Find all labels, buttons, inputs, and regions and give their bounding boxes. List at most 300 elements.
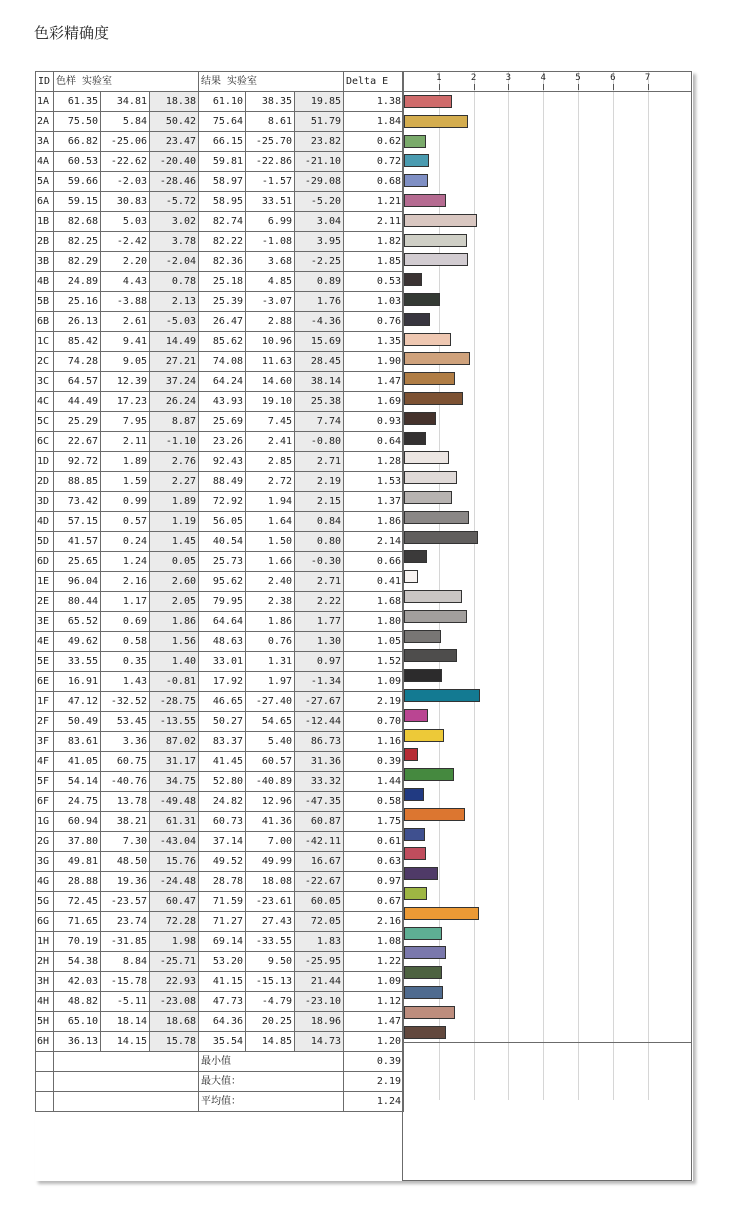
row-id: 3G: [36, 852, 54, 872]
row-id: 3H: [36, 972, 54, 992]
delta-e-bar: [404, 986, 443, 999]
row-id: 5H: [36, 1012, 54, 1032]
result-a: 54.65: [246, 712, 295, 732]
delta-e-value: 2.14: [344, 532, 404, 552]
result-b: 3.95: [295, 232, 344, 252]
delta-e-bar: [404, 451, 449, 464]
row-id: 4B: [36, 272, 54, 292]
result-a: 1.97: [246, 672, 295, 692]
table-row: [36, 312, 404, 332]
sample-l: 59.15: [54, 192, 101, 212]
delta-e-value: 1.22: [344, 952, 404, 972]
delta-e-value: 0.76: [344, 312, 404, 332]
delta-e-value: 0.68: [344, 172, 404, 192]
header-sample-lab: 色样 实验室: [54, 72, 199, 92]
sample-l: 71.65: [54, 912, 101, 932]
sample-b: 61.31: [150, 812, 199, 832]
sample-a: 30.83: [101, 192, 150, 212]
row-id: 3D: [36, 492, 54, 512]
sample-l: 80.44: [54, 592, 101, 612]
delta-e-bar: [404, 333, 451, 346]
delta-e-bar: [404, 649, 457, 662]
delta-e-value: 1.35: [344, 332, 404, 352]
table-row: [36, 412, 404, 432]
sample-b: 1.56: [150, 632, 199, 652]
sample-l: 59.66: [54, 172, 101, 192]
row-id: 6H: [36, 1032, 54, 1052]
row-id: 2A: [36, 112, 54, 132]
delta-e-value: 1.03: [344, 292, 404, 312]
result-a: 2.88: [246, 312, 295, 332]
summary-blank-cell: [54, 1092, 199, 1112]
result-a: 1.86: [246, 612, 295, 632]
table-row: [36, 352, 404, 372]
result-b: -25.95: [295, 952, 344, 972]
row-id: 1G: [36, 812, 54, 832]
sample-l: 24.75: [54, 792, 101, 812]
sample-a: -15.78: [101, 972, 150, 992]
result-b: 7.74: [295, 412, 344, 432]
sample-b: -2.04: [150, 252, 199, 272]
sample-b: -20.40: [150, 152, 199, 172]
result-a: -25.70: [246, 132, 295, 152]
table-row: [36, 952, 404, 972]
result-l: 64.64: [199, 612, 246, 632]
result-b: 2.22: [295, 592, 344, 612]
result-l: 25.39: [199, 292, 246, 312]
result-l: 25.69: [199, 412, 246, 432]
sample-l: 74.28: [54, 352, 101, 372]
row-id: 5B: [36, 292, 54, 312]
result-a: 1.94: [246, 492, 295, 512]
result-b: -1.34: [295, 672, 344, 692]
row-id: 2C: [36, 352, 54, 372]
tick-label: 4: [540, 73, 546, 83]
delta-e-bar: [404, 174, 428, 187]
summary-row: [36, 1092, 404, 1112]
result-a: 7.00: [246, 832, 295, 852]
delta-e-value: 2.19: [344, 692, 404, 712]
delta-e-bar: [404, 1026, 446, 1039]
sample-a: -3.88: [101, 292, 150, 312]
sample-b: 2.60: [150, 572, 199, 592]
result-a: 60.57: [246, 752, 295, 772]
table-row: [36, 112, 404, 132]
sample-b: 18.68: [150, 1012, 199, 1032]
sample-b: -49.48: [150, 792, 199, 812]
table-row: [36, 712, 404, 732]
delta-e-value: 0.67: [344, 892, 404, 912]
table-row: [36, 92, 404, 112]
sample-b: -25.71: [150, 952, 199, 972]
table-row: [36, 832, 404, 852]
result-b: 0.80: [295, 532, 344, 552]
delta-e-value: 0.72: [344, 152, 404, 172]
sample-b: 1.86: [150, 612, 199, 632]
result-a: 10.96: [246, 332, 295, 352]
result-l: 17.92: [199, 672, 246, 692]
sample-b: 1.98: [150, 932, 199, 952]
sample-a: 7.30: [101, 832, 150, 852]
delta-e-bar: [404, 471, 457, 484]
result-a: 1.50: [246, 532, 295, 552]
delta-e-bar: [404, 234, 467, 247]
result-l: 82.22: [199, 232, 246, 252]
row-id: 3A: [36, 132, 54, 152]
delta-e-bar: [404, 511, 469, 524]
table-row: [36, 912, 404, 932]
result-b: -27.67: [295, 692, 344, 712]
row-id: 4E: [36, 632, 54, 652]
sample-l: 57.15: [54, 512, 101, 532]
result-l: 25.18: [199, 272, 246, 292]
sample-l: 82.25: [54, 232, 101, 252]
delta-e-value: 0.97: [344, 872, 404, 892]
sample-a: 48.50: [101, 852, 150, 872]
delta-e-value: 2.11: [344, 212, 404, 232]
sample-b: -43.04: [150, 832, 199, 852]
result-a: 49.99: [246, 852, 295, 872]
sample-b: 15.78: [150, 1032, 199, 1052]
row-id: 5F: [36, 772, 54, 792]
delta-e-value: 0.39: [344, 752, 404, 772]
result-a: 2.72: [246, 472, 295, 492]
tick-mark: [578, 84, 579, 90]
delta-e-value: 1.38: [344, 92, 404, 112]
delta-e-bar: [404, 531, 478, 544]
result-a: -40.89: [246, 772, 295, 792]
result-a: 2.85: [246, 452, 295, 472]
sample-b: 0.78: [150, 272, 199, 292]
delta-e-value: 0.62: [344, 132, 404, 152]
table-row: [36, 652, 404, 672]
sample-a: 2.20: [101, 252, 150, 272]
sample-l: 54.14: [54, 772, 101, 792]
table-row: [36, 612, 404, 632]
result-b: 28.45: [295, 352, 344, 372]
row-id: 3F: [36, 732, 54, 752]
result-b: 0.89: [295, 272, 344, 292]
result-b: 18.96: [295, 1012, 344, 1032]
sample-l: 72.45: [54, 892, 101, 912]
result-l: 41.15: [199, 972, 246, 992]
delta-e-value: 2.16: [344, 912, 404, 932]
table-row: [36, 132, 404, 152]
result-b: 1.83: [295, 932, 344, 952]
delta-e-bar: [404, 154, 429, 167]
row-id: 1E: [36, 572, 54, 592]
delta-e-value: 1.47: [344, 1012, 404, 1032]
table-row: [36, 732, 404, 752]
result-b: 51.79: [295, 112, 344, 132]
table-row: [36, 392, 404, 412]
sample-a: 17.23: [101, 392, 150, 412]
sample-a: 23.74: [101, 912, 150, 932]
result-l: 43.93: [199, 392, 246, 412]
result-a: 14.60: [246, 372, 295, 392]
result-b: -47.35: [295, 792, 344, 812]
sample-a: 5.84: [101, 112, 150, 132]
result-a: 33.51: [246, 192, 295, 212]
result-a: 2.38: [246, 592, 295, 612]
sample-b: -28.46: [150, 172, 199, 192]
result-a: 18.08: [246, 872, 295, 892]
result-l: 26.47: [199, 312, 246, 332]
table-header-row: [36, 72, 404, 92]
result-b: 31.36: [295, 752, 344, 772]
sample-l: 41.05: [54, 752, 101, 772]
sample-a: -2.03: [101, 172, 150, 192]
sample-a: -25.06: [101, 132, 150, 152]
result-b: -12.44: [295, 712, 344, 732]
result-l: 49.52: [199, 852, 246, 872]
result-l: 72.92: [199, 492, 246, 512]
result-b: -5.20: [295, 192, 344, 212]
result-l: 66.15: [199, 132, 246, 152]
delta-e-value: 0.93: [344, 412, 404, 432]
table-row: [36, 892, 404, 912]
delta-e-value: 1.28: [344, 452, 404, 472]
delta-e-value: 0.66: [344, 552, 404, 572]
sample-b: 3.02: [150, 212, 199, 232]
sample-l: 22.67: [54, 432, 101, 452]
result-b: 33.32: [295, 772, 344, 792]
result-l: 83.37: [199, 732, 246, 752]
result-b: -0.30: [295, 552, 344, 572]
result-b: 0.84: [295, 512, 344, 532]
summary-row: [36, 1072, 404, 1092]
result-a: -22.86: [246, 152, 295, 172]
result-b: 23.82: [295, 132, 344, 152]
result-b: 38.14: [295, 372, 344, 392]
sample-l: 61.35: [54, 92, 101, 112]
row-id: 1A: [36, 92, 54, 112]
row-id: 6F: [36, 792, 54, 812]
sample-b: 22.93: [150, 972, 199, 992]
delta-e-value: 1.08: [344, 932, 404, 952]
sample-l: 54.38: [54, 952, 101, 972]
summary-label: 平均值：: [199, 1092, 344, 1112]
delta-e-value: 1.53: [344, 472, 404, 492]
delta-e-bar: [404, 253, 468, 266]
sample-a: 7.95: [101, 412, 150, 432]
result-b: -42.11: [295, 832, 344, 852]
table-row: [36, 1032, 404, 1052]
result-a: -1.57: [246, 172, 295, 192]
sample-l: 82.29: [54, 252, 101, 272]
delta-e-value: 0.61: [344, 832, 404, 852]
row-id: 5E: [36, 652, 54, 672]
delta-e-bar: [404, 313, 430, 326]
table-row: [36, 172, 404, 192]
result-l: 82.74: [199, 212, 246, 232]
sample-b: -5.03: [150, 312, 199, 332]
sample-l: 49.81: [54, 852, 101, 872]
result-b: 1.30: [295, 632, 344, 652]
result-l: 50.27: [199, 712, 246, 732]
sample-l: 92.72: [54, 452, 101, 472]
result-l: 48.63: [199, 632, 246, 652]
result-l: 35.54: [199, 1032, 246, 1052]
delta-e-value: 1.09: [344, 672, 404, 692]
sample-b: 1.45: [150, 532, 199, 552]
tick-mark: [508, 84, 509, 90]
gridline: [613, 72, 614, 1100]
sample-l: 36.13: [54, 1032, 101, 1052]
result-b: 72.05: [295, 912, 344, 932]
delta-e-bar: [404, 788, 424, 801]
sample-a: -32.52: [101, 692, 150, 712]
sample-l: 48.82: [54, 992, 101, 1012]
sample-a: -22.62: [101, 152, 150, 172]
delta-e-value: 1.85: [344, 252, 404, 272]
row-id: 2E: [36, 592, 54, 612]
sample-l: 47.12: [54, 692, 101, 712]
row-id: 5C: [36, 412, 54, 432]
sample-a: -2.42: [101, 232, 150, 252]
sample-b: 2.13: [150, 292, 199, 312]
sample-l: 41.57: [54, 532, 101, 552]
result-a: 41.36: [246, 812, 295, 832]
tick-mark: [474, 84, 475, 90]
sample-a: 19.36: [101, 872, 150, 892]
sample-b: 87.02: [150, 732, 199, 752]
sample-b: -5.72: [150, 192, 199, 212]
sample-b: 23.47: [150, 132, 199, 152]
delta-e-value: 0.70: [344, 712, 404, 732]
sample-l: 70.19: [54, 932, 101, 952]
delta-e-value: 1.12: [344, 992, 404, 1012]
sample-b: 1.89: [150, 492, 199, 512]
row-id: 1H: [36, 932, 54, 952]
table-row: [36, 812, 404, 832]
sample-a: 1.43: [101, 672, 150, 692]
row-id: 5A: [36, 172, 54, 192]
header-result-lab: 结果 实验室: [199, 72, 344, 92]
delta-e-value: 1.21: [344, 192, 404, 212]
result-a: 11.63: [246, 352, 295, 372]
sample-b: 8.87: [150, 412, 199, 432]
delta-e-bar: [404, 966, 442, 979]
delta-e-bar: [404, 135, 426, 148]
sample-l: 28.88: [54, 872, 101, 892]
row-id: 4A: [36, 152, 54, 172]
result-b: 16.67: [295, 852, 344, 872]
table-row: [36, 212, 404, 232]
result-b: 19.85: [295, 92, 344, 112]
sample-b: -13.55: [150, 712, 199, 732]
sample-a: 0.58: [101, 632, 150, 652]
result-l: 88.49: [199, 472, 246, 492]
result-l: 41.45: [199, 752, 246, 772]
row-id: 3B: [36, 252, 54, 272]
sample-a: 1.89: [101, 452, 150, 472]
table-row: [36, 572, 404, 592]
result-a: -4.79: [246, 992, 295, 1012]
delta-e-value: 0.58: [344, 792, 404, 812]
delta-e-bar: [404, 412, 436, 425]
delta-e-value: 0.63: [344, 852, 404, 872]
result-b: -21.10: [295, 152, 344, 172]
table-row: [36, 192, 404, 212]
result-a: 4.85: [246, 272, 295, 292]
sample-a: 9.41: [101, 332, 150, 352]
result-l: 69.14: [199, 932, 246, 952]
delta-e-value: 1.84: [344, 112, 404, 132]
delta-e-bar: [404, 729, 444, 742]
sample-a: 9.05: [101, 352, 150, 372]
summary-divider: [403, 1042, 691, 1043]
delta-e-bar: [404, 748, 418, 761]
delta-e-bar: [404, 352, 470, 365]
delta-e-bar: [404, 669, 442, 682]
sample-b: 27.21: [150, 352, 199, 372]
result-l: 85.62: [199, 332, 246, 352]
result-a: 27.43: [246, 912, 295, 932]
sample-b: 72.28: [150, 912, 199, 932]
sample-a: -23.57: [101, 892, 150, 912]
sample-l: 25.65: [54, 552, 101, 572]
sample-a: 0.99: [101, 492, 150, 512]
result-l: 58.95: [199, 192, 246, 212]
sample-b: 2.05: [150, 592, 199, 612]
delta-e-bar: [404, 808, 465, 821]
delta-e-value: 1.90: [344, 352, 404, 372]
result-l: 28.78: [199, 872, 246, 892]
delta-e-bar: [404, 194, 446, 207]
sample-a: 18.14: [101, 1012, 150, 1032]
result-l: 64.36: [199, 1012, 246, 1032]
delta-e-bar: [404, 1006, 455, 1019]
gridline: [505, 72, 512, 1100]
result-b: 1.77: [295, 612, 344, 632]
sample-b: 1.40: [150, 652, 199, 672]
result-l: 64.24: [199, 372, 246, 392]
result-b: 2.19: [295, 472, 344, 492]
lab-data-table: [35, 71, 404, 1112]
delta-e-bar-chart: [402, 71, 692, 1181]
row-id: 2B: [36, 232, 54, 252]
result-a: -3.07: [246, 292, 295, 312]
result-l: 71.59: [199, 892, 246, 912]
result-b: 1.76: [295, 292, 344, 312]
result-a: -15.13: [246, 972, 295, 992]
delta-e-value: 1.69: [344, 392, 404, 412]
result-a: -27.40: [246, 692, 295, 712]
result-a: -1.08: [246, 232, 295, 252]
sample-l: 50.49: [54, 712, 101, 732]
header-delta-e: Delta E: [344, 72, 404, 92]
result-a: 6.99: [246, 212, 295, 232]
sample-a: 13.78: [101, 792, 150, 812]
result-a: 0.76: [246, 632, 295, 652]
sample-a: 0.35: [101, 652, 150, 672]
sample-b: -24.48: [150, 872, 199, 892]
table-row: [36, 992, 404, 1012]
result-l: 58.97: [199, 172, 246, 192]
result-a: 38.35: [246, 92, 295, 112]
result-b: 25.38: [295, 392, 344, 412]
sample-l: 60.53: [54, 152, 101, 172]
table-row: [36, 692, 404, 712]
summary-id-cell: [36, 1092, 54, 1112]
delta-e-bar: [404, 867, 438, 880]
sample-b: 50.42: [150, 112, 199, 132]
sample-a: -40.76: [101, 772, 150, 792]
table-row: [36, 932, 404, 952]
sample-l: 26.13: [54, 312, 101, 332]
sample-l: 25.16: [54, 292, 101, 312]
